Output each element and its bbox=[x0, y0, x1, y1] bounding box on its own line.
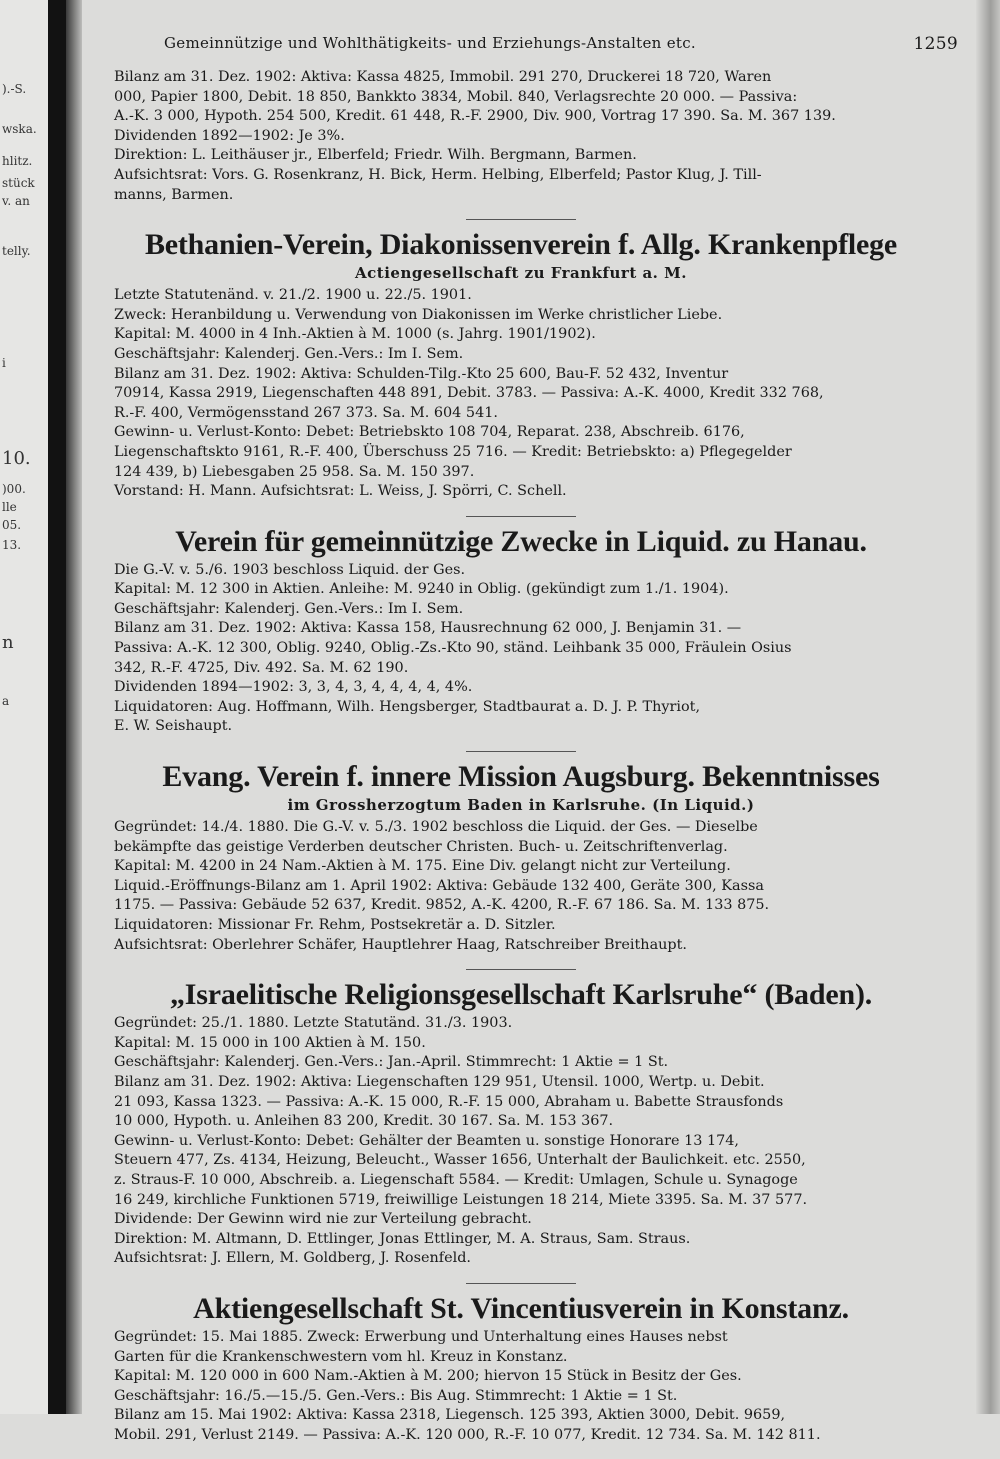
gutter-fragment: 13. bbox=[2, 538, 22, 552]
entry-separator bbox=[466, 219, 576, 220]
entry-line: Zweck: Heranbildung u. Verwendung von Diakonissen im Werke christlicher Liebe. bbox=[114, 306, 723, 323]
entry-line: 16 249, kirchliche Funktionen 5719, freiwillige Leistungen 18 214, Miete 3395. Sa. M. 37 577. bbox=[114, 1191, 808, 1208]
entry-line: z. Straus-F. 10 000, Abschreib. a. Liegenschaft 5584. — Kredit: Umlagen, Schule u. Synagoge bbox=[114, 1171, 798, 1188]
gutter-fragment: a bbox=[2, 694, 10, 708]
entry-line: Mobil. 291, Verlust 2149. — Passiva: A.-K. 120 000, R.-F. 10 077, Kredit. 12 734. Sa. M. 142 811. bbox=[114, 1426, 821, 1443]
entry-line: Geschäftsjahr: Kalenderj. Gen.-Vers.: Im I. Sem. bbox=[114, 345, 464, 362]
entry-israelitische bbox=[84, 978, 958, 1269]
entry-title: Bethanien-Verein, Diakonissenverein f. Allg. Krankenpflege bbox=[144, 228, 898, 262]
entry-line: 124 439, b) Liebesgaben 25 958. Sa. M. 150 397. bbox=[114, 463, 475, 480]
entry-subtitle: im Grossherzogtum Baden in Karlsruhe. (In Liquid.) bbox=[287, 796, 755, 815]
entry-line: Bilanz am 31. Dez. 1902: Aktiva: Liegenschaften 129 951, Utensil. 1000, Wertp. u. Debit. bbox=[114, 1073, 765, 1090]
gutter-fragment: n bbox=[2, 632, 14, 653]
entry-line: A.-K. 3 000, Hypoth. 254 500, Kredit. 61 448, R.-F. 2900, Div. 900, Vortrag 17 390. Sa. M. 367 139. bbox=[114, 108, 836, 125]
entry-line: Kapital: M. 15 000 in 100 Aktien à M. 150. bbox=[114, 1034, 426, 1051]
entry-line: Aufsichtsrat: Oberlehrer Schäfer, Hauptlehrer Haag, Ratschreiber Breithaupt. bbox=[114, 936, 687, 953]
gutter-fragment: stück bbox=[2, 176, 35, 190]
entry-line: Garten für die Krankenschwestern vom hl. Kreuz in Konstanz. bbox=[114, 1348, 568, 1365]
entry-verein-hanau bbox=[84, 525, 958, 737]
entry-line: 21 093, Kassa 1323. — Passiva: A.-K. 15 000, R.-F. 15 000, Abraham u. Babette Strausfonds bbox=[114, 1093, 784, 1110]
entry-title: „Israelitische Religionsgesellschaft Karlsruhe“ (Baden). bbox=[169, 978, 873, 1012]
entry-line: Bilanz am 31. Dez. 1902: Aktiva: Kassa 158, Hausrechnung 62 000, J. Benjamin 31. — bbox=[114, 620, 742, 637]
page-body bbox=[84, 68, 958, 1459]
page-edge-right bbox=[976, 0, 1000, 1414]
entry-line: Letzte Statutenänd. v. 21./2. 1900 u. 22./5. 1901. bbox=[114, 287, 472, 304]
entry-line: 342, R.-F. 4725, Div. 492. Sa. M. 62 190. bbox=[114, 659, 409, 676]
entry-separator bbox=[466, 516, 576, 517]
entry-line: Dividende: Der Gewinn wird nie zur Verteilung gebracht. bbox=[114, 1211, 532, 1228]
entry-bethanien-verein bbox=[84, 228, 958, 502]
gutter-fragment: lle bbox=[2, 500, 17, 514]
entry-line: bekämpfte das geistige Verderben deutscher Christen. Buch- u. Zeitschriftenverlag. bbox=[114, 838, 728, 855]
entry-line: manns, Barmen. bbox=[114, 186, 234, 203]
entry-separator bbox=[466, 1283, 576, 1284]
entry-line: Direktion: L. Leithäuser jr., Elberfeld; Friedr. Wilh. Bergmann, Barmen. bbox=[114, 147, 637, 164]
entry-title: Evang. Verein f. innere Mission Augsburg. Bekenntnisses bbox=[162, 760, 880, 794]
entry-line: Geschäftsjahr: 16./5.—15./5. Gen.-Vers.: Bis Aug. Stimmrecht: 1 Aktie = 1 St. bbox=[114, 1387, 678, 1404]
gutter-fragment: 10. bbox=[2, 448, 31, 469]
entry-line: Liquid.-Eröffnungs-Bilanz am 1. April 1902: Aktiva: Gebäude 132 400, Geräte 300, Kassa bbox=[114, 877, 764, 894]
header-title: Gemeinnützige und Wohlthätigkeits- und Erziehungs-Anstalten etc. bbox=[164, 34, 696, 52]
entry-evang-verein bbox=[84, 760, 958, 955]
gutter-fragment: telly. bbox=[2, 244, 31, 258]
entry-line: Liquidatoren: Aug. Hoffmann, Wilh. Hengsberger, Stadtbaurat a. D. J. P. Thyriot, bbox=[114, 698, 701, 715]
gutter-fragment: v. an bbox=[2, 194, 30, 208]
book-binding-gradient bbox=[66, 0, 82, 1414]
entry-line: Kapital: M. 120 000 in 600 Nam.-Aktien à M. 200; hiervon 15 Stück in Besitz der Ges. bbox=[114, 1368, 742, 1385]
entry-line: Die G.-V. v. 5./6. 1903 beschloss Liquid. der Ges. bbox=[114, 561, 466, 578]
gutter-fragment: )00. bbox=[2, 482, 26, 496]
entry-title: Aktiengesellschaft St. Vincentiusverein in Konstanz. bbox=[193, 1291, 849, 1325]
entry-line: Gewinn- u. Verlust-Konto: Debet: Betriebskto 108 704, Reparat. 238, Abschreib. 6176, bbox=[114, 424, 745, 441]
entry-separator bbox=[466, 751, 576, 752]
running-header bbox=[144, 34, 958, 54]
entry-line: Aufsichtsrat: Vors. G. Rosenkranz, H. Bick, Herm. Helbing, Elberfeld; Pastor Klug, J. Till- bbox=[114, 166, 762, 183]
entry-line: Dividenden 1892—1902: Je 3%. bbox=[114, 127, 345, 144]
entry-line: 000, Papier 1800, Debit. 18 850, Bankkto 3834, Mobil. 840, Verlagsrechte 20 000. — Passiva: bbox=[114, 88, 798, 105]
entry-line: Kapital: M. 4200 in 24 Nam.-Aktien à M. 175. Eine Div. gelangt nicht zur Verteilung. bbox=[114, 858, 731, 875]
gutter-fragment: 05. bbox=[2, 518, 22, 532]
gutter-fragment: i bbox=[2, 356, 6, 370]
entry-line: Aufsichtsrat: J. Ellern, M. Goldberg, J. Rosenfeld. bbox=[114, 1250, 471, 1267]
entry-line: Geschäftsjahr: Kalenderj. Gen.-Vers.: Jan.-April. Stimmrecht: 1 Aktie = 1 St. bbox=[114, 1054, 669, 1071]
entry-separator bbox=[466, 969, 576, 970]
entry-line: Steuern 477, Zs. 4134, Heizung, Beleucht., Wasser 1656, Unterhalt der Baulichkeit. etc. 2550, bbox=[114, 1152, 806, 1169]
entry-line: Gegründet: 15. Mai 1885. Zweck: Erwerbung und Unterhaltung eines Hauses nebst bbox=[114, 1328, 728, 1345]
entry-line: Kapital: M. 4000 in 4 Inh.-Aktien à M. 1000 (s. Jahrg. 1901/1902). bbox=[114, 326, 596, 343]
entry-line: Gewinn- u. Verlust-Konto: Debet: Gehälter der Beamten u. sonstige Honorare 13 174, bbox=[114, 1132, 740, 1149]
entry-line: Liquidatoren: Missionar Fr. Rehm, Postsekretär a. D. Sitzler. bbox=[114, 917, 556, 933]
entry-line: Gegründet: 25./1. 1880. Letzte Statutänd. 31./3. 1903. bbox=[114, 1015, 513, 1032]
entry-line: Passiva: A.-K. 12 300, Oblig. 9240, Oblig.-Zs.-Kto 90, ständ. Leihbank 35 000, Fräulein Osius bbox=[114, 640, 792, 657]
page-number: 1259 bbox=[913, 34, 958, 54]
entry-line: 70914, Kassa 2919, Liegenschaften 448 891, Debit. 3783. — Passiva: A.-K. 4000, Kredit 332 768, bbox=[114, 385, 824, 402]
entry-line: Geschäftsjahr: Kalenderj. Gen.-Vers.: Im I. Sem. bbox=[114, 600, 464, 617]
continued-entry bbox=[84, 68, 958, 205]
entry-line: Direktion: M. Altmann, D. Ettlinger, Jonas Ettlinger, M. A. Straus, Sam. Straus. bbox=[114, 1230, 691, 1247]
entry-line: Vorstand: H. Mann. Aufsichtsrat: L. Weiss, J. Spörri, C. Schell. bbox=[114, 483, 567, 500]
left-gutter-previous-page bbox=[0, 0, 48, 1414]
gutter-fragment: hlitz. bbox=[2, 154, 33, 168]
entry-line: Bilanz am 15. Mai 1902: Aktiva: Kassa 2318, Liegensch. 125 393, Aktien 3000, Debit. 9659, bbox=[114, 1407, 786, 1424]
entry-line: E. W. Seishaupt. bbox=[114, 718, 233, 735]
gutter-fragment: wska. bbox=[2, 122, 37, 136]
entry-line: 1175. — Passiva: Gebäude 52 637, Kredit. 9852, A.-K. 4200, R.-F. 67 186. Sa. M. 133 875. bbox=[114, 897, 770, 914]
entry-title: Verein für gemeinnützige Zwecke in Liquid. zu Hanau. bbox=[175, 524, 867, 558]
gutter-fragment: ).-S. bbox=[2, 82, 27, 96]
entry-subtitle: Actiengesellschaft zu Frankfurt a. M. bbox=[355, 264, 687, 283]
entry-vincentiusverein bbox=[84, 1292, 958, 1446]
entry-line: 10 000, Hypoth. u. Anleihen 83 200, Kredit. 30 167. Sa. M. 153 367. bbox=[114, 1113, 614, 1130]
book-binding-shadow bbox=[48, 0, 66, 1414]
entry-line: Gegründet: 14./4. 1880. Die G.-V. v. 5./3. 1902 beschloss die Liquid. der Ges. — Dieselbe bbox=[114, 819, 758, 836]
entry-line: Dividenden 1894—1902: 3, 3, 4, 3, 4, 4, 4, 4, 4%. bbox=[114, 679, 473, 696]
entry-line: Liegenschaftskto 9161, R.-F. 400, Überschuss 25 716. — Kredit: Betriebskto: a) Pflegegelder bbox=[114, 443, 792, 460]
entry-line: Kapital: M. 12 300 in Aktien. Anleihe: M. 9240 in Oblig. (gekündigt zum 1./1. 1904). bbox=[114, 581, 729, 598]
entry-line: R.-F. 400, Vermögensstand 267 373. Sa. M. 604 541. bbox=[114, 404, 498, 421]
document-page bbox=[84, 0, 976, 1443]
entry-line: Bilanz am 31. Dez. 1902: Aktiva: Schulden-Tilg.-Kto 25 600, Bau-F. 52 432, Inventur bbox=[114, 365, 729, 382]
entry-line: Bilanz am 31. Dez. 1902: Aktiva: Kassa 4825, Immobil. 291 270, Druckerei 18 720, Waren bbox=[114, 69, 772, 85]
